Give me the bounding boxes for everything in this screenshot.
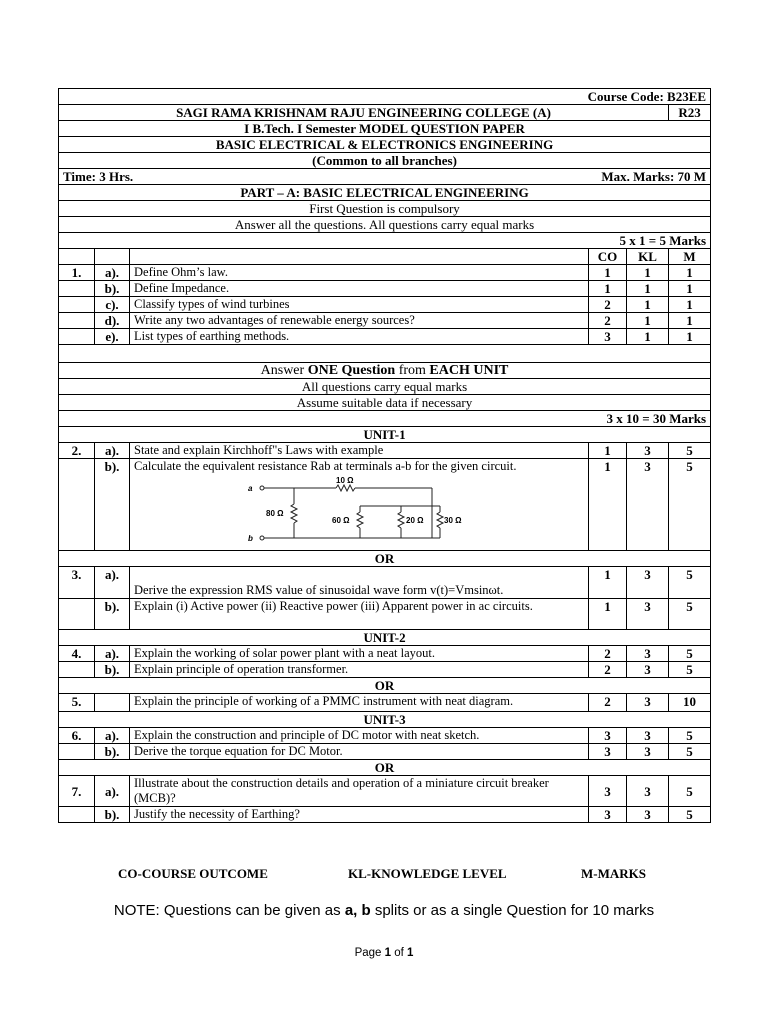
- m-value: 1: [669, 281, 711, 297]
- unit-2-title: UNIT-2: [59, 630, 711, 646]
- kl-value: 1: [627, 281, 669, 297]
- kl-value: 3: [627, 599, 669, 630]
- m-value: 5: [669, 599, 711, 630]
- sub-label: b).: [95, 744, 130, 760]
- kl-value: 1: [627, 297, 669, 313]
- co-value: 3: [589, 744, 627, 760]
- question-number: 4.: [59, 646, 95, 662]
- page-number: [0, 947, 768, 959]
- time-label: Time: 3 Hrs.: [63, 169, 134, 184]
- college-name: SAGI RAMA KRISHNAM RAJU ENGINEERING COLLEGE (A): [59, 105, 669, 121]
- co-value: 1: [589, 265, 627, 281]
- note-line: [0, 902, 768, 919]
- m-value: 10: [669, 694, 711, 712]
- question-text: Justify the necessity of Earthing?: [130, 807, 589, 823]
- subject-title: BASIC ELECTRICAL & ELECTRONICS ENGINEERING: [59, 137, 711, 153]
- table-row: [59, 281, 711, 297]
- kl-value: 3: [627, 694, 669, 712]
- part-a-instruction-2: Answer all the questions. All questions carry equal marks: [59, 217, 711, 233]
- blank-cell: [59, 744, 95, 760]
- blank-cell: [130, 249, 589, 265]
- resistor-circuit-diagram: [244, 476, 464, 546]
- sub-label: a).: [95, 265, 130, 281]
- kl-value: 1: [627, 265, 669, 281]
- sub-label: b).: [95, 662, 130, 678]
- legend-co: CO-COURSE OUTCOME: [118, 866, 268, 881]
- question-table: [58, 88, 711, 823]
- sub-label: b).: [95, 599, 130, 630]
- question-cell-with-circuit: [130, 459, 589, 551]
- sub-label: b).: [95, 807, 130, 823]
- question-text: Explain the construction and principle of DC motor with neat sketch.: [130, 728, 589, 744]
- or-separator: OR: [59, 678, 711, 694]
- course-code: Course Code: B23EE: [59, 89, 711, 105]
- sub-label: a).: [95, 776, 130, 807]
- sub-label: b).: [95, 281, 130, 297]
- part-b-instruction-2: All questions carry equal marks: [59, 379, 711, 395]
- kl-value: 3: [627, 567, 669, 599]
- sub-label: b).: [95, 459, 130, 551]
- table-row: [59, 662, 711, 678]
- sub-label: a).: [95, 728, 130, 744]
- m-value: 5: [669, 443, 711, 459]
- instr-bold-one: ONE Question: [307, 363, 396, 378]
- blank-cell: [59, 249, 95, 265]
- resistor-60-label: 60 Ω: [332, 516, 350, 525]
- or-separator: OR: [59, 551, 711, 567]
- part-a-title: PART – A: BASIC ELECTRICAL ENGINEERING: [59, 185, 711, 201]
- question-text: Explain principle of operation transformer.: [130, 662, 589, 678]
- m-value: 5: [669, 776, 711, 807]
- table-row: [59, 694, 711, 712]
- col-m-header: M: [669, 249, 711, 265]
- question-text: Explain (i) Active power (ii) Reactive power (iii) Apparent power in ac circuits.: [130, 599, 589, 630]
- m-value: 5: [669, 646, 711, 662]
- instr-bold-each: EACH UNIT: [429, 363, 509, 378]
- co-value: 1: [589, 599, 627, 630]
- question-text: Derive the torque equation for DC Motor.: [130, 744, 589, 760]
- page-of: of: [391, 947, 408, 959]
- question-text: Explain the working of solar power plant with a neat layout.: [130, 646, 589, 662]
- resistor-80-label: 80 Ω: [266, 509, 284, 518]
- part-a-instruction-1: First Question is compulsory: [59, 201, 711, 217]
- question-text: Illustrate about the construction details and operation of a miniature circuit breaker (MCB)?: [130, 776, 589, 807]
- m-value: 1: [669, 313, 711, 329]
- m-value: 5: [669, 662, 711, 678]
- col-kl-header: KL: [627, 249, 669, 265]
- m-value: 5: [669, 807, 711, 823]
- table-row: [59, 599, 711, 630]
- question-number: 1.: [59, 265, 95, 281]
- kl-value: 3: [627, 776, 669, 807]
- question-paper: [58, 88, 710, 823]
- blank-cell: [59, 281, 95, 297]
- sub-label: d).: [95, 313, 130, 329]
- semester-title: I B.Tech. I Semester MODEL QUESTION PAPER: [59, 121, 711, 137]
- question-number: 7.: [59, 776, 95, 807]
- co-value: 2: [589, 297, 627, 313]
- m-value: 5: [669, 459, 711, 551]
- instr-text: from: [395, 363, 430, 378]
- resistor-20-label: 20 Ω: [406, 516, 424, 525]
- question-text: Explain the principle of working of a PMMC instrument with neat diagram.: [130, 694, 589, 712]
- co-value: 3: [589, 329, 627, 345]
- legend-m: M-MARKS: [581, 866, 646, 881]
- co-value: 3: [589, 728, 627, 744]
- co-value: 1: [589, 443, 627, 459]
- question-text: Define Impedance.: [130, 281, 589, 297]
- sub-label: a).: [95, 646, 130, 662]
- kl-value: 1: [627, 329, 669, 345]
- blank-cell: [59, 329, 95, 345]
- question-number: 5.: [59, 694, 95, 712]
- table-row: [59, 567, 711, 599]
- co-value: 1: [589, 281, 627, 297]
- kl-value: 3: [627, 443, 669, 459]
- question-text: Classify types of wind turbines: [130, 297, 589, 313]
- part-b-instruction-3: Assume suitable data if necessary: [59, 395, 711, 411]
- table-row: [59, 297, 711, 313]
- resistor-10-label: 10 Ω: [336, 476, 354, 485]
- m-value: 1: [669, 329, 711, 345]
- note-text: splits or as a single Question for 10 marks: [370, 902, 655, 919]
- co-value: 1: [589, 459, 627, 551]
- sub-label: e).: [95, 329, 130, 345]
- question-text: State and explain Kirchhoff"s Laws with example: [130, 443, 589, 459]
- co-value: 2: [589, 646, 627, 662]
- blank-cell: [59, 459, 95, 551]
- blank-cell: [59, 662, 95, 678]
- table-row: [59, 744, 711, 760]
- instr-text: Answer: [260, 363, 308, 378]
- blank-cell: [59, 297, 95, 313]
- note-bold: a, b: [344, 902, 371, 919]
- m-value: 1: [669, 297, 711, 313]
- table-row: [59, 459, 711, 551]
- table-row: [59, 807, 711, 823]
- question-text: Define Ohm’s law.: [130, 265, 589, 281]
- co-value: 3: [589, 807, 627, 823]
- kl-value: 3: [627, 459, 669, 551]
- co-value: 2: [589, 662, 627, 678]
- question-number: 6.: [59, 728, 95, 744]
- unit-1-title: UNIT-1: [59, 427, 711, 443]
- kl-value: 3: [627, 807, 669, 823]
- part-b-marks: 3 x 10 = 30 Marks: [59, 411, 711, 427]
- co-value: 3: [589, 776, 627, 807]
- common-note: (Common to all branches): [59, 153, 711, 169]
- node-a-label: a: [248, 484, 253, 493]
- note-text: NOTE: Questions can be given as: [113, 902, 345, 919]
- kl-value: 3: [627, 646, 669, 662]
- page-current: 1: [384, 947, 392, 959]
- question-text: List types of earthing methods.: [130, 329, 589, 345]
- co-value: 1: [589, 567, 627, 599]
- unit-3-title: UNIT-3: [59, 712, 711, 728]
- time-marks-row: [59, 169, 711, 185]
- question-text: Write any two advantages of renewable energy sources?: [130, 313, 589, 329]
- co-value: 2: [589, 313, 627, 329]
- blank-cell: [95, 694, 130, 712]
- co-value: 2: [589, 694, 627, 712]
- kl-value: 3: [627, 744, 669, 760]
- page-total: 1: [407, 947, 414, 959]
- node-b-label: b: [248, 534, 253, 543]
- table-row: [59, 728, 711, 744]
- resistor-30-label: 30 Ω: [444, 516, 462, 525]
- table-row: [59, 329, 711, 345]
- kl-value: 3: [627, 728, 669, 744]
- m-value: 5: [669, 744, 711, 760]
- m-value: 5: [669, 728, 711, 744]
- question-number: 3.: [59, 567, 95, 599]
- spacer-row: [59, 345, 711, 363]
- m-value: 1: [669, 265, 711, 281]
- blank-cell: [59, 313, 95, 329]
- blank-cell: [95, 249, 130, 265]
- question-number: 2.: [59, 443, 95, 459]
- question-text: Calculate the equivalent resistance Rab at terminals a-b for the given circuit.: [134, 459, 517, 473]
- table-row: [59, 443, 711, 459]
- table-row: [59, 776, 711, 807]
- blank-cell: [59, 599, 95, 630]
- col-co-header: CO: [589, 249, 627, 265]
- question-text: Derive the expression RMS value of sinusoidal wave form v(t)=Vmsinωt.: [130, 567, 589, 599]
- part-b-instruction-1: [59, 363, 711, 379]
- kl-value: 3: [627, 662, 669, 678]
- page-label: Page: [354, 947, 385, 959]
- table-row: [59, 646, 711, 662]
- kl-value: 1: [627, 313, 669, 329]
- part-a-marks: 5 x 1 = 5 Marks: [59, 233, 711, 249]
- table-row: [59, 313, 711, 329]
- or-separator: OR: [59, 760, 711, 776]
- blank-cell: [59, 807, 95, 823]
- m-value: 5: [669, 567, 711, 599]
- sub-label: a).: [95, 567, 130, 599]
- max-marks-label: Max. Marks: 70 M: [601, 169, 707, 184]
- sub-label: c).: [95, 297, 130, 313]
- sub-label: a).: [95, 443, 130, 459]
- regulation: R23: [669, 105, 711, 121]
- table-row: [59, 265, 711, 281]
- legend-kl: KL-KNOWLEDGE LEVEL: [348, 866, 507, 881]
